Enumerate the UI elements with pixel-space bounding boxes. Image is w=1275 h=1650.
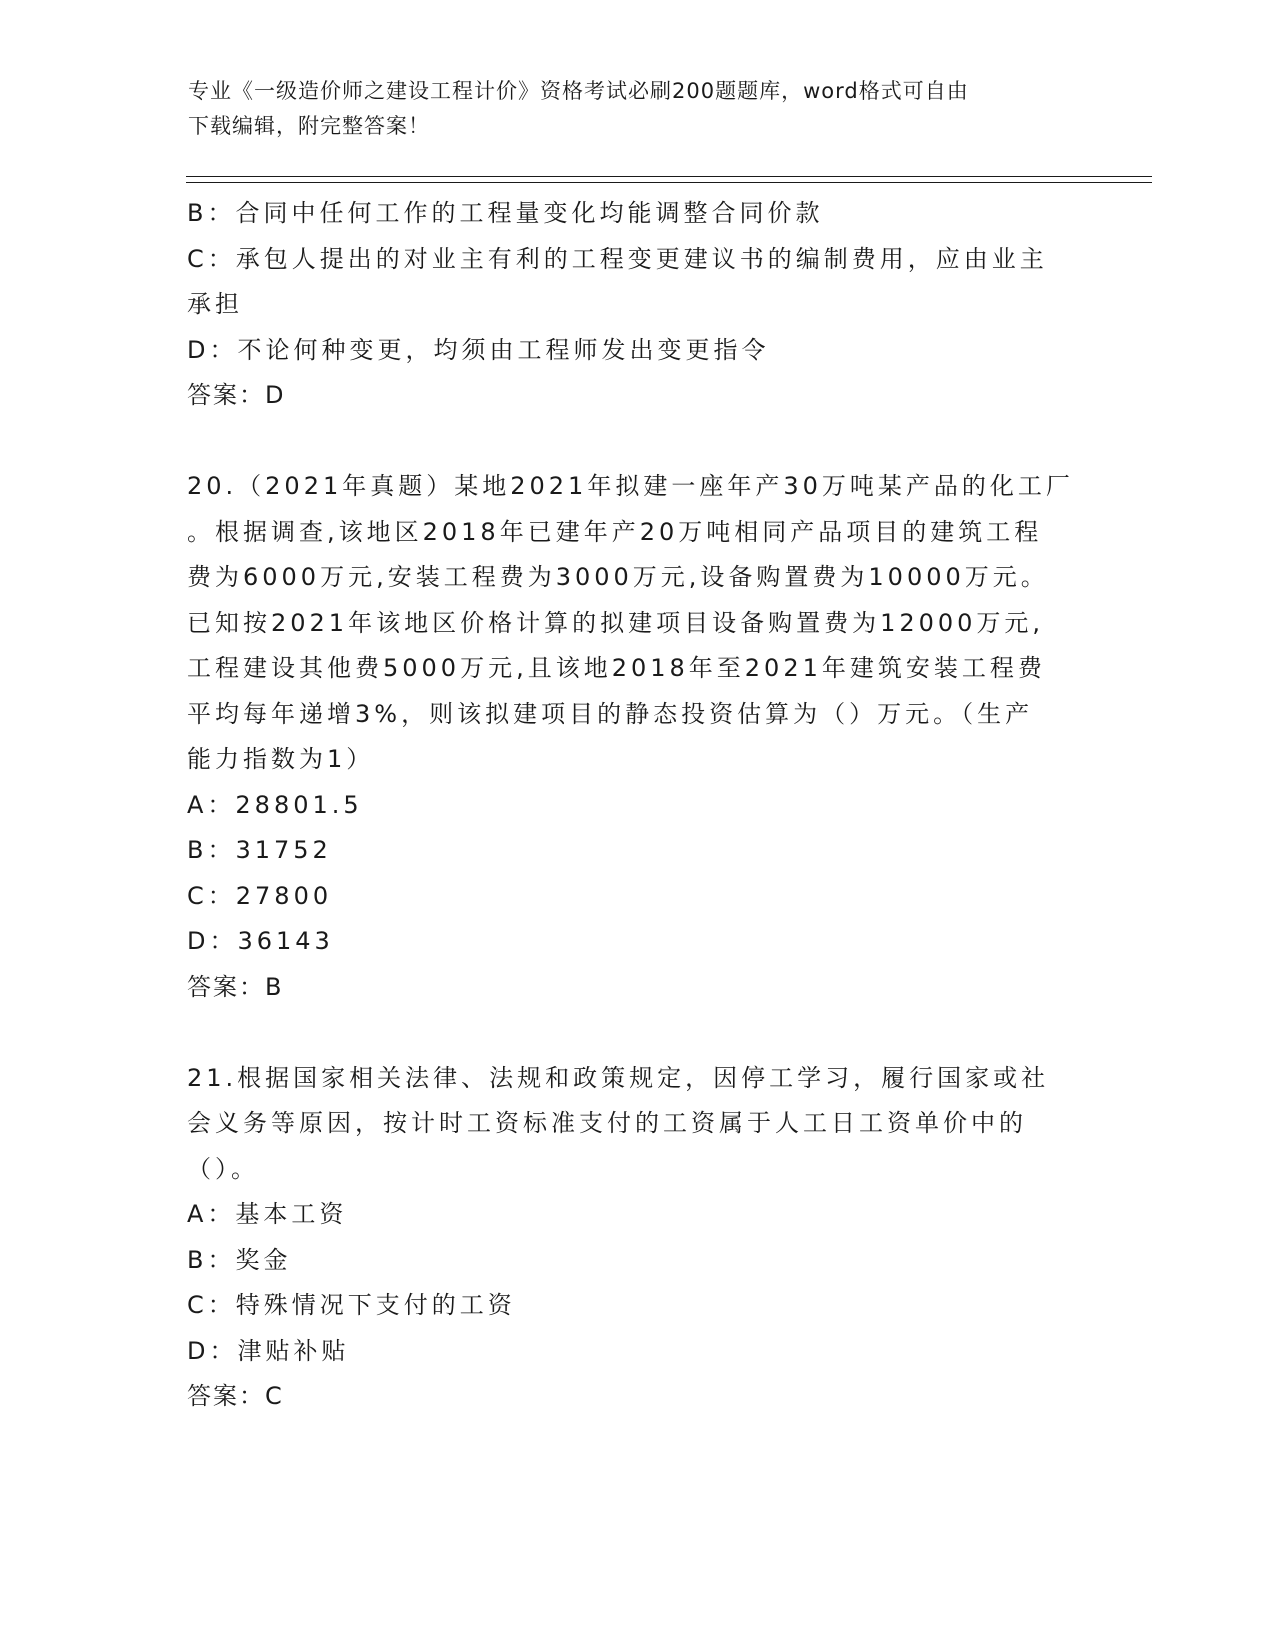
- q20-option-b: B：31752: [187, 836, 332, 864]
- question-spacer: [187, 419, 1087, 465]
- page-header: [188, 74, 1088, 144]
- q21-stem-line-1: 21.根据国家相关法律、法规和政策规定，因停工学习，履行国家或社: [187, 1063, 1050, 1092]
- header-line-1: 专业《一级造价师之建设工程计价》资格考试必刷200题题库，word格式可自由: [188, 79, 969, 103]
- q20-stem-line-6: 平均每年递增3%，则该拟建项目的静态投资估算为（）万元。（生产: [187, 699, 1034, 728]
- header-rule-bottom: [186, 182, 1152, 183]
- q20-answer: 答案：B: [187, 972, 284, 1001]
- header-line-2: 下载编辑，附完整答案！: [188, 114, 430, 138]
- q20-stem-line-5: 工程建设其他费5000万元,且该地2018年至2021年建筑安装工程费: [187, 654, 1046, 682]
- q20-stem-line-3: 费为6000万元,安装工程费为3000万元,设备购置费为10000万元。: [187, 563, 1049, 591]
- q20-option-a: A：28801.5: [187, 790, 363, 819]
- q20-stem-line-4: 已知按2021年该地区价格计算的拟建项目设备购置费为12000万元,: [187, 608, 1045, 637]
- q21-option-b: B：奖金: [187, 1245, 292, 1274]
- q19-option-c-line-1: C：承包人提出的对业主有利的工程变更建议书的编制费用，应由业主: [187, 244, 1048, 273]
- q20-option-c: C：27800: [187, 881, 333, 910]
- page-content: [187, 191, 1087, 1420]
- q19-option-d: D：不论何种变更，均须由工程师发出变更指令: [187, 335, 770, 364]
- q21-answer: 答案：C: [187, 1382, 284, 1410]
- header-rule-top: [186, 176, 1152, 177]
- question-21: [187, 1056, 1087, 1420]
- question-19-tail: [187, 191, 1087, 419]
- q20-stem-line-1: 20.（2021年真题）某地2021年拟建一座年产30万吨某产品的化工厂: [187, 472, 1074, 500]
- q21-stem-line-3: （）。: [187, 1154, 259, 1183]
- q19-answer: 答案：D: [187, 381, 286, 409]
- q21-option-c: C：特殊情况下支付的工资: [187, 1291, 516, 1319]
- q19-option-b: B：合同中任何工作的工程量变化均能调整合同价款: [187, 199, 824, 227]
- q21-option-d: D：津贴补贴: [187, 1336, 350, 1365]
- question-spacer: [187, 1010, 1087, 1056]
- q20-option-d: D：36143: [187, 927, 334, 955]
- question-20: [187, 464, 1087, 1010]
- q20-stem-line-7: 能力指数为1）: [187, 745, 375, 773]
- q21-option-a: A：基本工资: [187, 1200, 348, 1228]
- q19-option-c-line-2: 承担: [187, 290, 243, 318]
- q21-stem-line-2: 会义务等原因，按计时工资标准支付的工资属于人工日工资单价中的: [187, 1109, 1027, 1137]
- q20-stem-line-2: 。根据调查,该地区2018年已建年产20万吨相同产品项目的建筑工程: [187, 517, 1043, 546]
